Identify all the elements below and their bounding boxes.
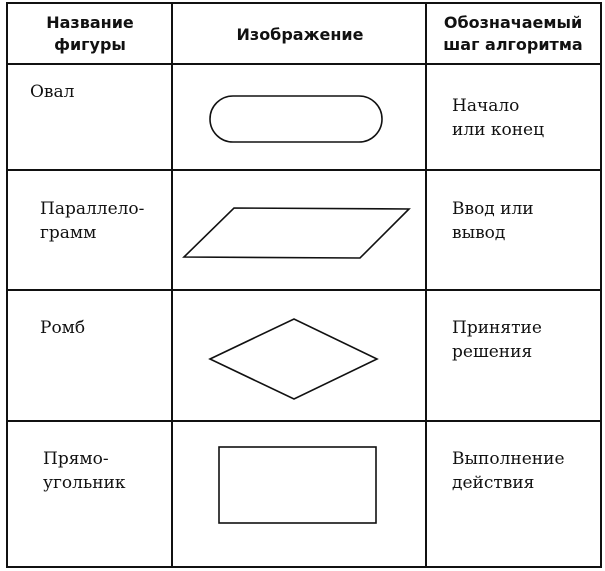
shape-name: Ромб bbox=[40, 318, 86, 338]
header-image: Изображение bbox=[236, 25, 364, 44]
algorithm-step: Принятие решения bbox=[452, 318, 542, 362]
header-shape-name: Название фигуры bbox=[46, 13, 134, 54]
rectangle-shape bbox=[219, 447, 376, 523]
header-algorithm-step: Обозначаемый шаг алгоритма bbox=[443, 13, 583, 54]
algorithm-step: Ввод или вывод bbox=[452, 199, 534, 243]
oval-shape bbox=[210, 96, 382, 142]
shape-name: Овал bbox=[30, 82, 75, 102]
shape-name: Параллело- грамм bbox=[40, 199, 145, 243]
shape-name: Прямо- угольник bbox=[43, 449, 126, 493]
rhombus-shape bbox=[210, 319, 377, 399]
parallelogram-shape bbox=[184, 208, 409, 258]
algorithm-step: Выполнение действия bbox=[452, 449, 565, 493]
algorithm-step: Начало или конец bbox=[452, 96, 545, 140]
